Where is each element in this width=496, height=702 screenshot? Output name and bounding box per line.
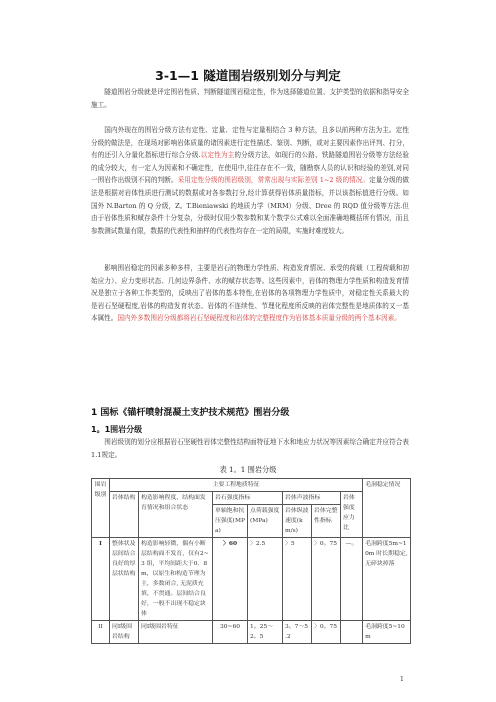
cell-description: 同Ⅰ级围岩特征	[139, 621, 213, 644]
page-number: 1	[400, 676, 404, 683]
header-point-load: 点荷载强度(MPa)	[248, 505, 283, 538]
cell-structure: 整体状及层间结合良好的厚层状结构	[110, 538, 139, 621]
subsection-heading: 1。1围岩分级	[91, 425, 143, 434]
cell-structure: 同I级围岩结构	[110, 621, 139, 644]
header-structural-desc: 构造影响程度，结构面发育情况和组合状态	[139, 492, 213, 538]
highlight-basic-factors: 国内外多数围岩分级都将岩石坚硬程度和岩体的完整程度作为岩体基本质量分级的两个基本因素。	[117, 314, 401, 323]
header-structure: 岩体结构	[110, 492, 139, 538]
stability-factors-paragraph	[91, 262, 409, 325]
header-strength-ratio: 岩体强度应力比	[341, 492, 363, 538]
header-main-features: 主要工程地质特征	[110, 479, 363, 492]
section-heading: 1 国标《锚杆喷射混凝土支护技术规范》围岩分级	[91, 408, 290, 418]
highlight-deviation: 采用定性分级的围岩级别，常常出现与实际差别 1~2 级的情况。	[177, 176, 370, 185]
cell-strength-ratio	[341, 621, 363, 644]
table-header-row	[92, 479, 411, 492]
highlight-qualitative: 以定性为主	[200, 151, 235, 160]
header-wave-index: 岩体声波指标	[283, 492, 341, 505]
cell-wave-velocity: 3。7～5 .2	[283, 621, 312, 644]
cell-stability: 毛洞跨度5m~10m 时长期稳定,无碎块掉落	[363, 538, 411, 621]
cell-grade: II	[92, 621, 110, 644]
table-caption: 表 1。1 围岩分级	[219, 465, 277, 474]
text-run: 的分级方法，如现行的公路、铁路隧道围岩分级等方法经验的成分较大，有一定人为因素和不确定性，在使用中,往往存在不一致，随勘察人员的认识和经验的差别,对同一围岩作出级别不同的判断。	[91, 151, 409, 185]
cell-strength-ratio: —。	[341, 538, 363, 621]
header-grade: 围岩级别	[92, 479, 110, 538]
classification-methods-paragraph	[91, 124, 409, 237]
table-row	[92, 621, 411, 644]
cell-integrity: 〉0。75	[312, 621, 341, 644]
cell-saturated-strength: 30~60	[213, 621, 248, 644]
cell-point-load: 1。25～2。5	[248, 621, 283, 644]
cell-grade: I	[92, 538, 110, 621]
text-run: 影响围岩稳定的因素多种多样，主要是岩石的物理力学性质、构造发育情况、承受的荷载（工程荷载和初始应力）、应力变形状态、几何边界条件、水的赋存状态等。这些因素中，岩体的物理力学性质和构造发育情况是独立于各种工作类型的，反映出了岩体的基本特性,在岩体的各项物理力学性质中，对稳定性关系最大的是岩石坚硬程度,岩体的构造发育状态、岩体的不连续性、节理化程度所反映的岩体完整性是地质体的又一基本属性。	[91, 264, 409, 323]
cell-integrity: 〉0。75	[312, 538, 341, 621]
cell-saturated-strength: 〉60	[213, 538, 248, 621]
page-title: 3-1—1 隧道围岩级别划分与判定	[155, 68, 341, 83]
table-intro-paragraph: 围岩级别的划分应根据岩石坚硬性岩体完整性结构面特征地下水和地应力状况等因素综合确定并应符合表1.1规定。	[91, 438, 409, 459]
cell-point-load: 〉2.5	[248, 538, 283, 621]
header-rock-strength: 岩石强度指标	[213, 492, 283, 505]
cell-wave-velocity: 〉5	[283, 538, 312, 621]
rock-grade-table	[91, 478, 411, 644]
header-stability: 毛洞稳定情况	[363, 479, 411, 538]
cell-stability: 毛洞跨度5~10m	[363, 621, 411, 644]
cell-description: 构造影响轻微，偶有小断层结构面不发育，仅有2~3 组，平均间距大于0．8m，以原生和构造节理为主，多数闭合, 无泥质充填，不贯通。层间结合良好，一般不出现不稳定块体	[139, 538, 213, 621]
intro-paragraph: 隧道围岩分级就是评定围岩性质、判断隧道围岩稳定性，作为选择隧道位置、支护类型的依据和指导安全施工。	[91, 88, 409, 109]
table-row	[92, 538, 411, 621]
header-saturated-strength: 单轴饱和抗压强度(MPa)	[213, 505, 248, 538]
text-run: 定量分级的做法是根据对岩体性质进行测试的数据或对各参数打分,经计算获得岩体质量指标，并以该指标值进行分级。如国外 N.Barton 的 Q 分级，Z。T.Bieniawski 的地质力学（MRM）分级、Dree 的 RQD 值分级等方法.但由于岩体性质和赋存条件十分复杂，分级时仅用少数参数和某个数学公式难以全面准确地概括所有情况，而且参数测试数量有限，数据的代表性和抽样的代表性均存在一定的局限，实施时难度较大。	[91, 176, 410, 235]
text-run: 国内外现在的围岩分级方法有定性、定量、定性与定量相结合 3 种方法，且多以前两种方法为主。定性分级的做法是，在现场对影响岩体质量的诸因素进行定性描述、鉴别、判断，或对主要因素作出评判、打分，有的还引入分量化指标进行综合分级.	[91, 126, 409, 160]
header-integrity: 岩体完整性指标	[312, 505, 341, 538]
header-wave-velocity: 岩体纵波速度(km/s)	[283, 505, 312, 538]
